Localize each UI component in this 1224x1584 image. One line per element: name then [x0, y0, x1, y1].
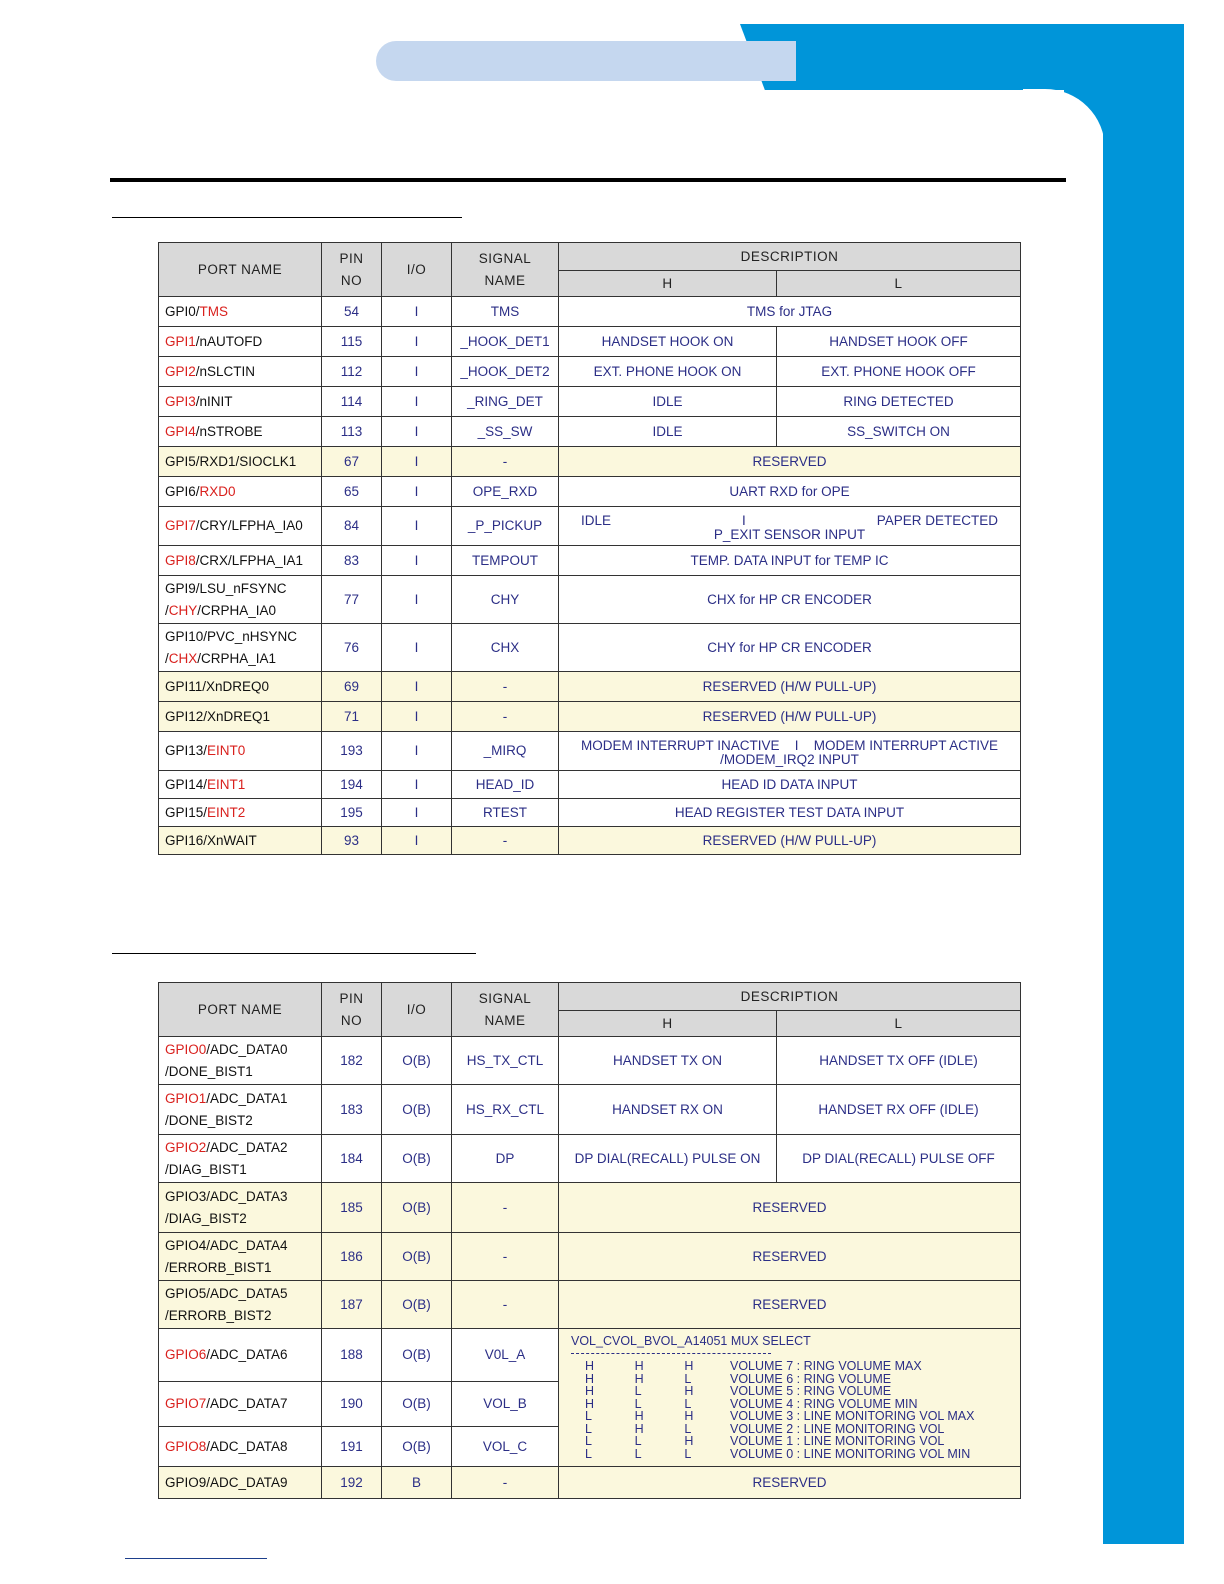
table-row — [159, 827, 1021, 855]
port-name-part: GPIO4/ADC_DATA4 — [165, 1237, 288, 1253]
volume-mux-cell: H — [684, 1359, 694, 1374]
port-name-cell — [159, 387, 322, 417]
description-line — [565, 514, 1014, 528]
port-name-part: CHY — [168, 602, 198, 618]
port-name-part: /DIAG_BIST2 — [165, 1210, 247, 1226]
volume-mux-cell: L — [634, 1446, 642, 1461]
port-name-part: /ADC_DATA1 — [206, 1090, 288, 1106]
port-name-part: EINT2 — [207, 804, 246, 820]
pin-no-cell: 182 — [322, 1037, 382, 1085]
table-row — [159, 387, 1021, 417]
pin-no-cell: 114 — [322, 387, 382, 417]
volume-mux-cell: L — [684, 1421, 692, 1436]
port-name-part: GPI16/XnWAIT — [165, 832, 257, 848]
description-h-cell: HANDSET TX ON — [559, 1037, 777, 1085]
volume-mux-cell: L — [585, 1409, 592, 1424]
io-cell: O(B) — [382, 1233, 452, 1281]
title-rule — [110, 178, 1066, 182]
volume-mux-cell: H — [585, 1384, 595, 1399]
port-name-part: GPIO1 — [165, 1090, 207, 1106]
description-cell: HEAD ID DATA INPUT — [559, 771, 1021, 799]
port-name-cell — [159, 447, 322, 477]
port-name-cell — [159, 1233, 322, 1281]
pin-no-cell: 69 — [322, 672, 382, 702]
io-cell: O(B) — [382, 1183, 452, 1233]
volume-mux-cell: L — [684, 1446, 692, 1461]
pin-no-cell: 113 — [322, 417, 382, 447]
signal-name-cell: OPE_RXD — [452, 477, 559, 507]
pin-no-cell: 191 — [322, 1427, 382, 1467]
volume-mux-cell: L — [585, 1446, 592, 1461]
port-name-part: /DONE_BIST1 — [165, 1063, 253, 1079]
header-h: H — [559, 1011, 777, 1037]
pin-no-cell: 185 — [322, 1183, 382, 1233]
port-name-cell — [159, 1382, 322, 1427]
header-pin-no: PIN NO — [322, 243, 382, 297]
signal-name-cell: TMS — [452, 297, 559, 327]
description-l-cell: HANDSET TX OFF (IDLE) — [777, 1037, 1021, 1085]
port-name-part: GPI10/PVC_nHSYNC — [165, 628, 298, 644]
port-name-part: RXD0 — [199, 483, 236, 499]
table-row — [159, 447, 1021, 477]
port-name-part: /CRPHA_IA0 — [197, 602, 277, 618]
port-name-part: /CRPHA_IA1 — [197, 650, 277, 666]
io-cell: I — [382, 827, 452, 855]
volume-mux-cell: VOLUME 0 : LINE MONITORING VOL MIN — [729, 1446, 971, 1461]
header-port-name: PORT NAME — [159, 983, 322, 1037]
table-row — [159, 477, 1021, 507]
signal-name-cell: - — [452, 1467, 559, 1499]
signal-name-cell: VOL_C — [452, 1427, 559, 1467]
io-cell: I — [382, 477, 452, 507]
description-cell: CHX for HP CR ENCODER — [559, 576, 1021, 624]
port-name-part: GPIO2 — [165, 1139, 207, 1155]
signal-name-cell: HS_RX_CTL — [452, 1085, 559, 1135]
port-name-part: GPI3 — [165, 393, 196, 409]
table-row — [159, 1467, 1021, 1499]
signal-name-cell: - — [452, 1281, 559, 1329]
signal-name-cell: CHX — [452, 624, 559, 672]
port-name-part: TMS — [199, 303, 229, 319]
io-cell: O(B) — [382, 1085, 452, 1135]
volume-mux-cell: L — [585, 1434, 592, 1449]
io-cell: I — [382, 546, 452, 576]
pin-no-cell: 190 — [322, 1382, 382, 1427]
description-l-cell: RING DETECTED — [777, 387, 1021, 417]
pin-no-cell: 77 — [322, 576, 382, 624]
io-cell: I — [382, 771, 452, 799]
volume-mux-row — [571, 1448, 1008, 1461]
description-cell: RESERVED (H/W PULL-UP) — [559, 702, 1021, 732]
port-name-cell — [159, 1037, 322, 1085]
io-cell: I — [382, 327, 452, 357]
pin-no-cell: 188 — [322, 1329, 382, 1382]
port-name-cell — [159, 827, 322, 855]
port-name-part: GPI7 — [165, 518, 196, 533]
description-cell: RESERVED (H/W PULL-UP) — [559, 672, 1021, 702]
pin-no-cell: 71 — [322, 702, 382, 732]
header-io: I/O — [382, 983, 452, 1037]
pin-no-cell: 115 — [322, 327, 382, 357]
port-name-part: /nSLCTIN — [195, 363, 256, 379]
signal-name-cell: DP — [452, 1135, 559, 1183]
port-name-part: GPI1 — [165, 333, 196, 349]
table-row — [159, 732, 1021, 771]
description-h-cell: DP DIAL(RECALL) PULSE ON — [559, 1135, 777, 1183]
description-separator: I — [741, 513, 746, 528]
pin-no-cell: 186 — [322, 1233, 382, 1281]
header-signal-name: SIGNAL NAME — [452, 983, 559, 1037]
pin-no-cell: 183 — [322, 1085, 382, 1135]
port-name-part: GPI9/LSU_nFSYNC — [165, 580, 287, 596]
table-row — [159, 1037, 1021, 1085]
volume-mux-cell: H — [684, 1409, 694, 1424]
port-name-part: GPIO9/ADC_DATA9 — [165, 1474, 288, 1490]
io-cell: I — [382, 799, 452, 827]
description-cell: HEAD REGISTER TEST DATA INPUT — [559, 799, 1021, 827]
port-name-part: / — [165, 650, 169, 666]
port-name-cell — [159, 672, 322, 702]
port-name-part: /ADC_DATA2 — [206, 1139, 288, 1155]
port-name-cell — [159, 546, 322, 576]
header-band — [740, 24, 1184, 90]
port-name-part: GPI11/XnDREQ0 — [165, 678, 270, 694]
table-row — [159, 297, 1021, 327]
header-l: L — [777, 271, 1021, 297]
port-name-cell — [159, 1329, 322, 1382]
port-name-part: GPIO7 — [165, 1396, 207, 1411]
table-row — [159, 357, 1021, 387]
port-name-cell — [159, 702, 322, 732]
description-l-cell: SS_SWITCH ON — [777, 417, 1021, 447]
description-cell: TMS for JTAG — [559, 297, 1021, 327]
pin-no-cell: 194 — [322, 771, 382, 799]
pin-no-cell: 54 — [322, 297, 382, 327]
port-name-part: GPI0/ — [165, 303, 200, 319]
header-tab — [376, 41, 796, 81]
table-row — [159, 546, 1021, 576]
port-name-part: GPI6/ — [165, 483, 200, 499]
port-name-part: / — [165, 602, 169, 618]
pin-no-cell: 193 — [322, 732, 382, 771]
volume-mux-cell: L — [634, 1396, 642, 1411]
port-name-cell — [159, 732, 322, 771]
port-name-part: EINT0 — [207, 743, 246, 758]
port-name-cell — [159, 1427, 322, 1467]
volume-mux-cell: H — [634, 1409, 644, 1424]
description-l: MODEM INTERRUPT ACTIVE — [813, 738, 998, 753]
description-cell: TEMP. DATA INPUT for TEMP IC — [559, 546, 1021, 576]
table-row — [159, 327, 1021, 357]
pin-no-cell: 187 — [322, 1281, 382, 1329]
signal-name-cell: - — [452, 447, 559, 477]
description-cell — [559, 732, 1021, 771]
io-cell: I — [382, 576, 452, 624]
port-name-part: /ERRORB_BIST2 — [165, 1307, 272, 1323]
signal-name-cell: _HOOK_DET1 — [452, 327, 559, 357]
description-h-cell: HANDSET HOOK ON — [559, 327, 777, 357]
port-name-part: GPIO8 — [165, 1438, 207, 1454]
port-name-part: GPI13/ — [165, 743, 208, 758]
io-cell: I — [382, 447, 452, 477]
description-subline: P_EXIT SENSOR INPUT — [713, 527, 866, 542]
volume-mux-cell: L — [634, 1434, 642, 1449]
pin-no-cell: 76 — [322, 624, 382, 672]
signal-name-cell: _HOOK_DET2 — [452, 357, 559, 387]
volume-mux-cell: H — [585, 1396, 595, 1411]
signal-name-cell: _MIRQ — [452, 732, 559, 771]
volume-mux-cell: L — [585, 1421, 592, 1436]
description-cell: RESERVED — [559, 1183, 1021, 1233]
volume-mux-row — [571, 1435, 1008, 1448]
pin-no-cell: 195 — [322, 799, 382, 827]
port-name-cell — [159, 1281, 322, 1329]
port-name-part: GPI12/XnDREQ1 — [165, 708, 271, 724]
volume-mux-cell: H — [684, 1434, 694, 1449]
table-row — [159, 771, 1021, 799]
io-cell: O(B) — [382, 1427, 452, 1467]
signal-name-cell: CHY — [452, 576, 559, 624]
volume-mux-header-cell: VOL_C — [571, 1333, 612, 1348]
signal-name-cell: TEMPOUT — [452, 546, 559, 576]
volume-mux-header-cell: 14051 MUX SELECT — [692, 1333, 811, 1348]
header-h: H — [559, 271, 777, 297]
port-name-part: /CRY/LFPHA_IA0 — [195, 518, 303, 533]
header-pin-no: PIN NO — [322, 983, 382, 1037]
table-row — [159, 672, 1021, 702]
signal-name-cell: V0L_A — [452, 1329, 559, 1382]
description-l: PAPER DETECTED — [876, 513, 998, 528]
side-bar — [1103, 89, 1184, 1544]
description-cell: RESERVED — [559, 447, 1021, 477]
table-row — [159, 624, 1021, 672]
description-cell: RESERVED — [559, 1281, 1021, 1329]
gpi-table — [158, 242, 1021, 855]
pin-no-cell: 67 — [322, 447, 382, 477]
port-name-part: /nSTROBE — [195, 423, 263, 439]
volume-mux-cell: L — [684, 1396, 692, 1411]
port-name-part: /CRX/LFPHA_IA1 — [195, 552, 304, 568]
pin-no-cell: 184 — [322, 1135, 382, 1183]
description-separator: I — [794, 738, 799, 753]
header-port-name: PORT NAME — [159, 243, 322, 297]
port-name-part: /DIAG_BIST1 — [165, 1161, 247, 1177]
port-name-cell — [159, 576, 322, 624]
header-description: DESCRIPTION — [559, 983, 1021, 1011]
volume-mux-cell: H — [634, 1371, 644, 1386]
port-name-part: GPI8 — [165, 552, 196, 568]
volume-mux-row — [571, 1410, 1008, 1423]
signal-name-cell: _RING_DET — [452, 387, 559, 417]
io-cell: O(B) — [382, 1135, 452, 1183]
port-name-part: /nINIT — [195, 393, 233, 409]
volume-mux-row — [571, 1360, 1008, 1373]
description-h-cell: HANDSET RX ON — [559, 1085, 777, 1135]
description-subline: /MODEM_IRQ2 INPUT — [720, 752, 859, 767]
io-cell: I — [382, 507, 452, 546]
port-name-part: GPIO6 — [165, 1347, 207, 1362]
port-name-part: GPI2 — [165, 363, 196, 379]
volume-mux-cell: H — [585, 1359, 595, 1374]
port-name-cell — [159, 1135, 322, 1183]
description-cell: RESERVED — [559, 1233, 1021, 1281]
port-name-part: GPIO0 — [165, 1041, 207, 1057]
section-rule — [112, 953, 476, 954]
signal-name-cell: HS_TX_CTL — [452, 1037, 559, 1085]
port-name-cell — [159, 297, 322, 327]
pin-no-cell: 84 — [322, 507, 382, 546]
port-name-cell — [159, 357, 322, 387]
port-name-part: /ADC_DATA0 — [206, 1041, 288, 1057]
signal-name-cell: - — [452, 672, 559, 702]
description-h-cell: EXT. PHONE HOOK ON — [559, 357, 777, 387]
description-l-cell: DP DIAL(RECALL) PULSE OFF — [777, 1135, 1021, 1183]
description-h: MODEM INTERRUPT INACTIVE — [581, 738, 780, 753]
port-name-part: /nAUTOFD — [195, 333, 263, 349]
port-name-cell — [159, 624, 322, 672]
port-name-cell — [159, 799, 322, 827]
volume-mux-table — [559, 1329, 1021, 1467]
port-name-part: GPIO5/ADC_DATA5 — [165, 1285, 288, 1301]
port-name-cell — [159, 1085, 322, 1135]
volume-mux-header — [571, 1333, 811, 1355]
table-row — [159, 1329, 1021, 1382]
volume-mux-cell: VOLUME 2 : LINE MONITORING VOL — [729, 1421, 945, 1436]
description-l-cell: HANDSET HOOK OFF — [777, 327, 1021, 357]
table-row — [159, 702, 1021, 732]
io-cell: I — [382, 357, 452, 387]
volume-mux-cell: VOLUME 6 : RING VOLUME — [729, 1371, 892, 1386]
io-cell: I — [382, 732, 452, 771]
table-row — [159, 1135, 1021, 1183]
header-description: DESCRIPTION — [559, 243, 1021, 271]
port-name-part: /ADC_DATA8 — [206, 1438, 288, 1454]
volume-mux-cell: H — [634, 1421, 644, 1436]
description-cell: UART RXD for OPE — [559, 477, 1021, 507]
pin-no-cell: 93 — [322, 827, 382, 855]
description-cell: RESERVED (H/W PULL-UP) — [559, 827, 1021, 855]
signal-name-cell: _P_PICKUP — [452, 507, 559, 546]
signal-name-cell: HEAD_ID — [452, 771, 559, 799]
port-name-part: /ADC_DATA7 — [206, 1396, 288, 1411]
io-cell: I — [382, 417, 452, 447]
port-name-part: /DONE_BIST2 — [165, 1112, 253, 1128]
volume-mux-cell: VOLUME 1 : LINE MONITORING VOL — [729, 1434, 945, 1449]
description-h-cell: IDLE — [559, 417, 777, 447]
header-io: I/O — [382, 243, 452, 297]
description-cell: RESERVED — [559, 1467, 1021, 1499]
signal-name-cell: - — [452, 827, 559, 855]
io-cell: I — [382, 672, 452, 702]
description-h: IDLE — [581, 513, 612, 528]
description-line — [565, 739, 1014, 753]
volume-mux-cell: VOLUME 5 : RING VOLUME — [729, 1384, 892, 1399]
port-name-part: CHX — [168, 650, 198, 666]
io-cell: O(B) — [382, 1281, 452, 1329]
signal-name-cell: VOL_B — [452, 1382, 559, 1427]
signal-name-cell: - — [452, 702, 559, 732]
header-l: L — [777, 1011, 1021, 1037]
table-row — [159, 1085, 1021, 1135]
table-row — [159, 1183, 1021, 1233]
port-name-cell — [159, 507, 322, 546]
description-cell: CHY for HP CR ENCODER — [559, 624, 1021, 672]
description-l-cell: HANDSET RX OFF (IDLE) — [777, 1085, 1021, 1135]
signal-name-cell: _SS_SW — [452, 417, 559, 447]
io-cell: B — [382, 1467, 452, 1499]
pin-no-cell: 112 — [322, 357, 382, 387]
volume-mux-header-cell: VOL_A — [652, 1333, 693, 1348]
table-row — [159, 576, 1021, 624]
table-row — [159, 799, 1021, 827]
port-name-cell — [159, 771, 322, 799]
port-name-cell — [159, 1183, 322, 1233]
volume-mux-cell: VOLUME 3 : LINE MONITORING VOL MAX — [729, 1409, 975, 1424]
signal-name-cell: - — [452, 1183, 559, 1233]
port-name-part: GPI4 — [165, 423, 196, 439]
gpio-table — [158, 982, 1021, 1499]
volume-mux-cell: VOLUME 4 : RING VOLUME MIN — [729, 1396, 918, 1411]
table-row — [159, 507, 1021, 546]
pin-no-cell: 83 — [322, 546, 382, 576]
port-name-part: EINT1 — [207, 776, 246, 792]
volume-mux-header-cell: VOL_B — [612, 1333, 653, 1348]
port-name-part: GPIO3/ADC_DATA3 — [165, 1188, 288, 1204]
pin-no-cell: 192 — [322, 1467, 382, 1499]
port-name-cell — [159, 1467, 322, 1499]
volume-mux-cell: H — [684, 1384, 694, 1399]
signal-name-cell: RTEST — [452, 799, 559, 827]
volume-mux-cell: H — [634, 1359, 644, 1374]
volume-mux-cell: VOLUME 7 : RING VOLUME MAX — [729, 1359, 922, 1374]
pin-no-cell: 65 — [322, 477, 382, 507]
io-cell: I — [382, 702, 452, 732]
port-name-part: /ADC_DATA6 — [206, 1347, 288, 1362]
description-h-cell: IDLE — [559, 387, 777, 417]
port-name-part: /ERRORB_BIST1 — [165, 1259, 272, 1275]
volume-mux-cell: L — [684, 1371, 692, 1386]
volume-mux-cell: H — [585, 1371, 595, 1386]
io-cell: O(B) — [382, 1037, 452, 1085]
io-cell: I — [382, 297, 452, 327]
table-row — [159, 417, 1021, 447]
io-cell: I — [382, 624, 452, 672]
volume-mux-cell: L — [634, 1384, 642, 1399]
description-l-cell: EXT. PHONE HOOK OFF — [777, 357, 1021, 387]
port-name-part: GPI5/RXD1/SIOCLK1 — [165, 453, 297, 469]
section-rule — [112, 217, 462, 218]
port-name-cell — [159, 327, 322, 357]
table-row — [159, 1281, 1021, 1329]
port-name-cell — [159, 417, 322, 447]
port-name-cell — [159, 477, 322, 507]
volume-mux-row — [571, 1385, 1008, 1398]
port-name-part: GPI14/ — [165, 776, 208, 792]
description-cell — [559, 507, 1021, 546]
header-signal-name: SIGNAL NAME — [452, 243, 559, 297]
io-cell: O(B) — [382, 1382, 452, 1427]
signal-name-cell: - — [452, 1233, 559, 1281]
table-row — [159, 1233, 1021, 1281]
footer-rule — [125, 1558, 267, 1559]
io-cell: I — [382, 387, 452, 417]
io-cell: O(B) — [382, 1329, 452, 1382]
port-name-part: GPI15/ — [165, 804, 208, 820]
